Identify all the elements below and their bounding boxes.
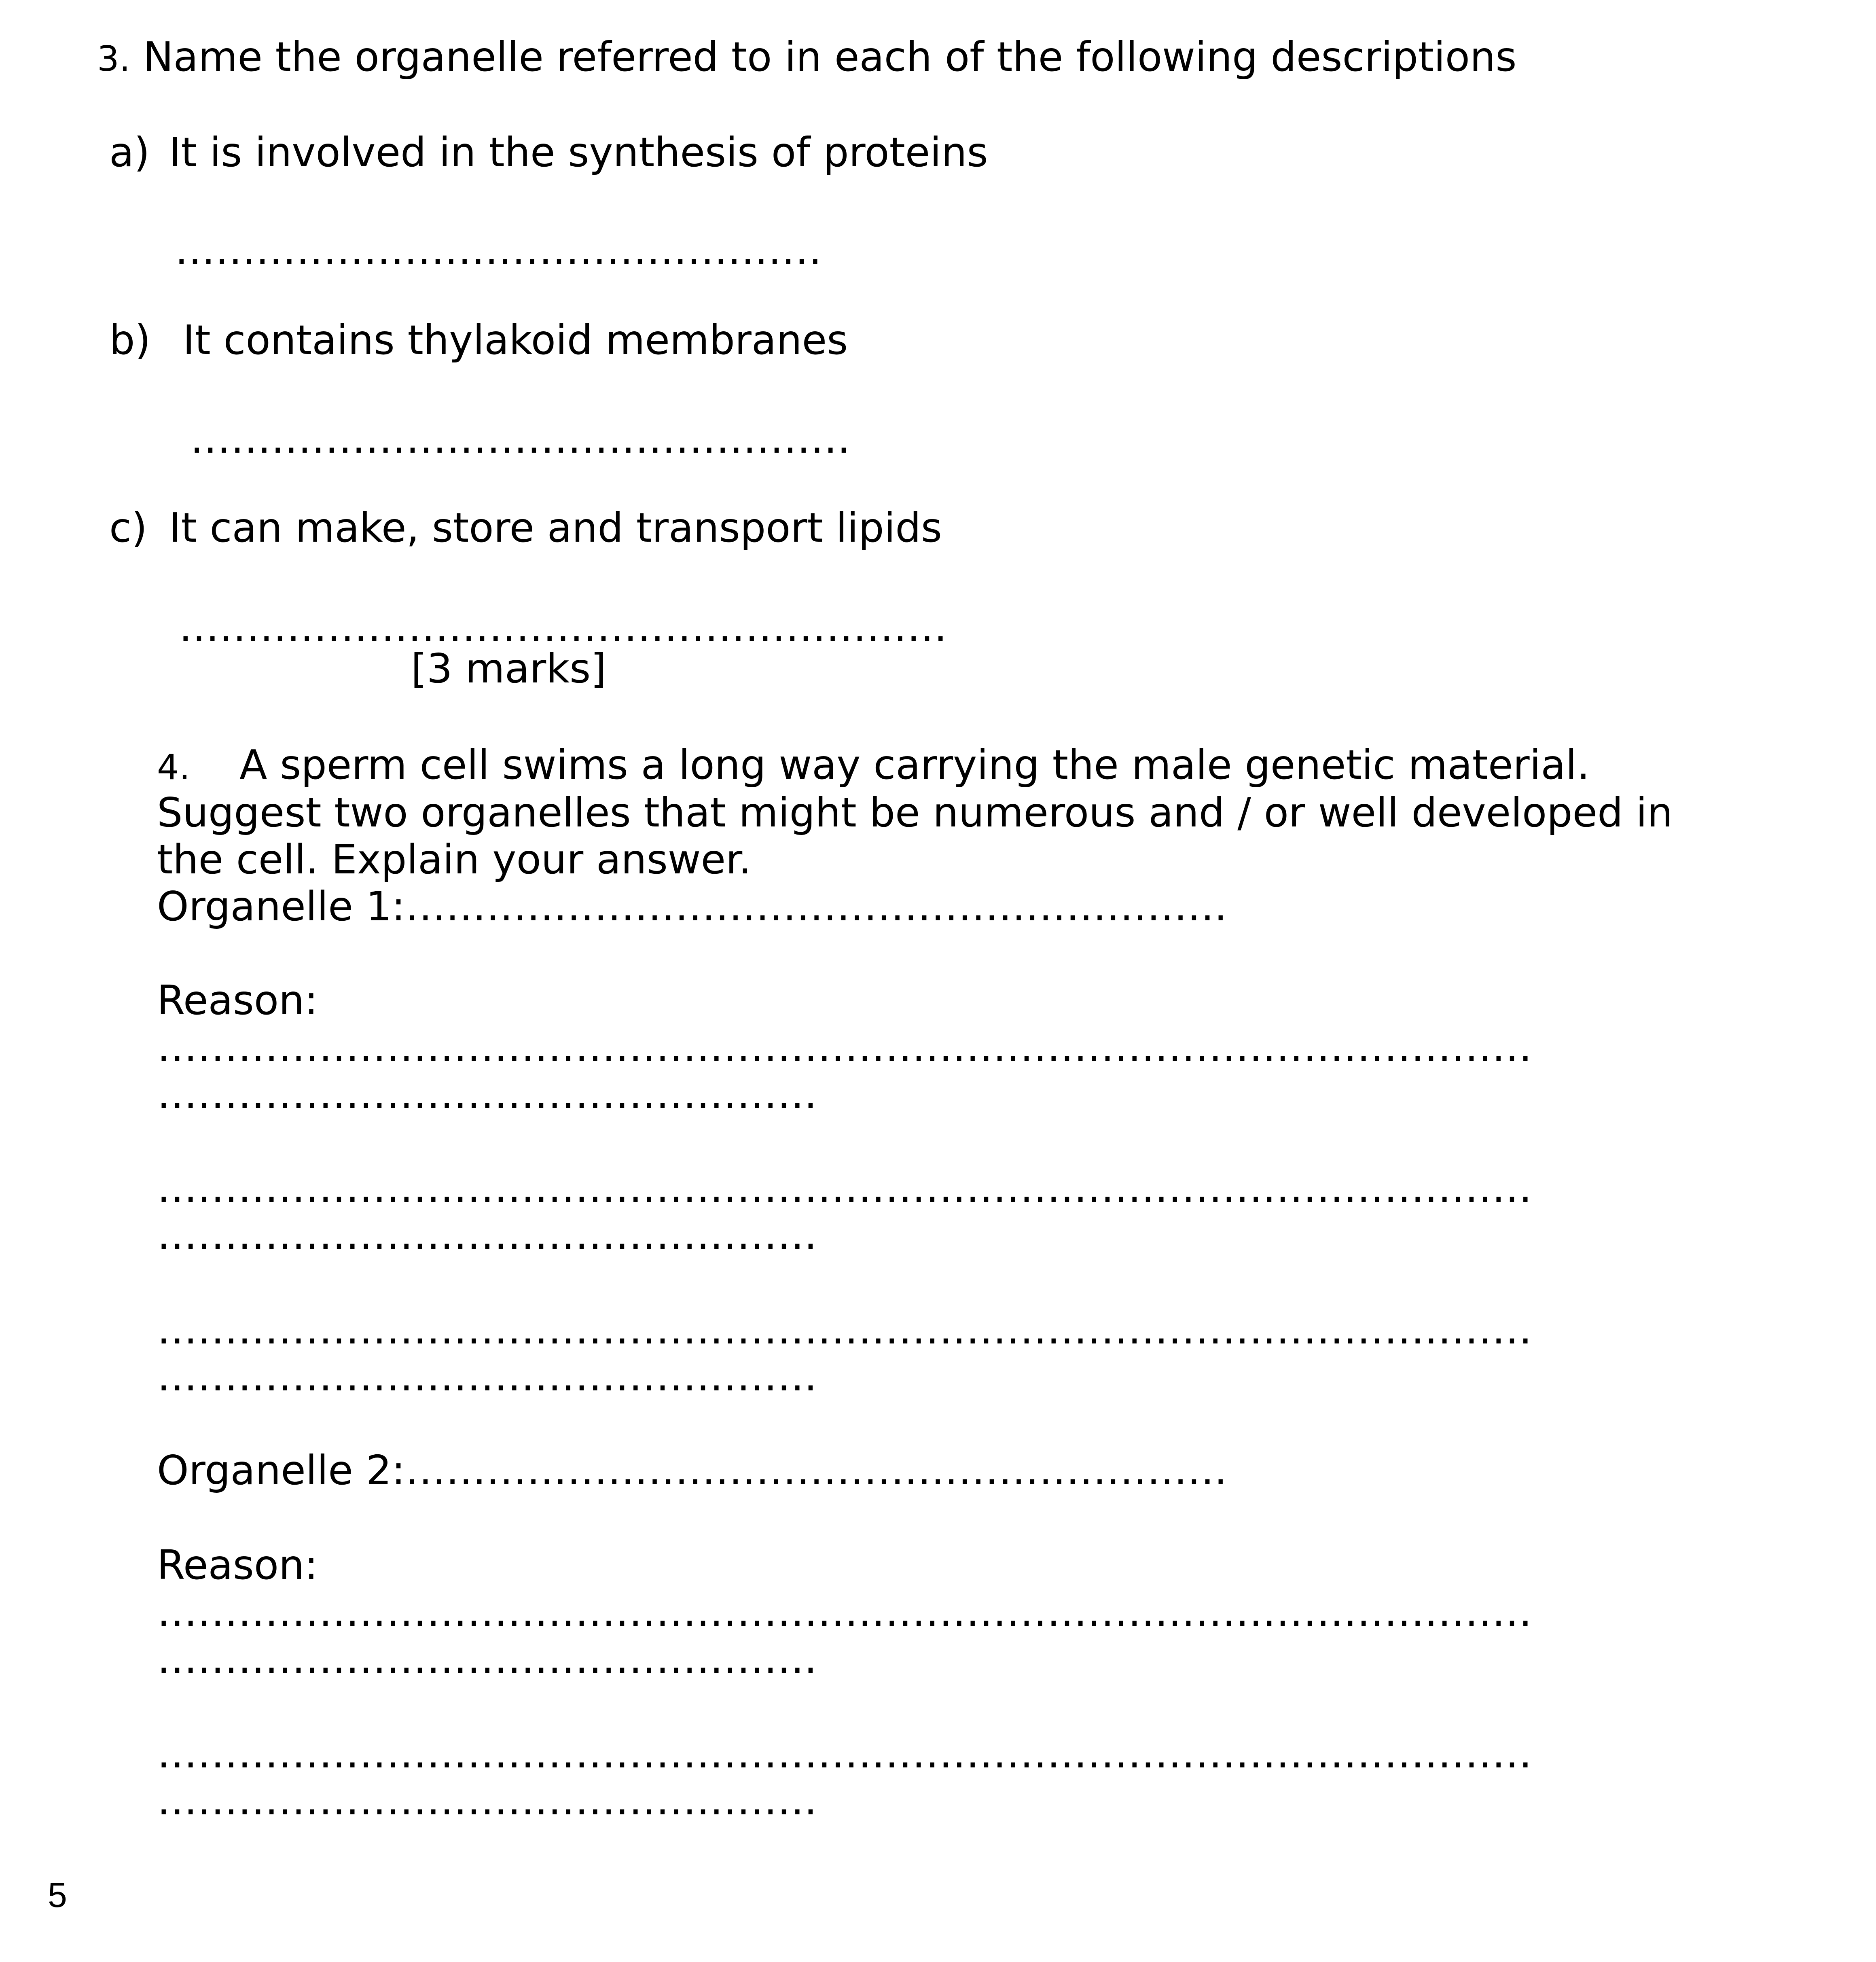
page-number: 5 [48, 1876, 67, 1915]
organelle-2-label: Organelle 2: [157, 1447, 405, 1494]
q4-prompt-line-2: Suggest two organelles that might be numerous and / or well developed in [157, 789, 1673, 836]
q3b-label: b) [109, 316, 151, 364]
reason-2-line-4[interactable]: …………………………………………. [157, 1777, 817, 1824]
reason-1-line-5[interactable]: ………………………………………………………………………………………… [157, 1306, 1532, 1353]
q3b-answer-line[interactable]: …………………………………………. [190, 415, 850, 462]
reason-1-line-3[interactable]: ………………………………………………………………………………………… [157, 1164, 1532, 1212]
reason-1-line-4[interactable]: …………………………………………. [157, 1211, 817, 1259]
reason-1-label: Reason: [157, 977, 318, 1024]
reason-1-line-2[interactable]: …………………………………………. [157, 1070, 817, 1118]
q3b-text: It contains thylakoid membranes [183, 316, 848, 364]
q3c-answer-line[interactable]: ………………………………………………… [179, 604, 947, 651]
organelle-2-row [157, 1447, 1227, 1494]
q3a-text: It is involved in the synthesis of proteins [169, 129, 988, 176]
q3-number: 3. [97, 39, 131, 79]
reason-1-line-6[interactable]: …………………………………………. [157, 1353, 817, 1400]
reason-2-line-2[interactable]: …………………………………………. [157, 1635, 817, 1682]
q3c-text: It can make, store and transport lipids [169, 504, 942, 551]
q3c-label: c) [109, 504, 147, 551]
q4-prompt-line-1: A sperm cell swims a long way carrying the male genetic material. [239, 741, 1590, 788]
q4-number: 4. [157, 747, 191, 788]
q3a-answer-line[interactable]: ………………………………………… [175, 227, 822, 274]
organelle-1-label: Organelle 1: [157, 883, 405, 930]
q3a-label: a) [109, 129, 150, 176]
reason-2-line-1[interactable]: ………………………………………………………………………………………… [157, 1588, 1532, 1636]
q3-prompt: Name the organelle referred to in each of the following descriptions [143, 33, 1517, 81]
organelle-1-row [157, 883, 1227, 930]
reason-2-label: Reason: [157, 1541, 318, 1589]
reason-2-line-3[interactable]: ………………………………………………………………………………………… [157, 1730, 1532, 1777]
q4-prompt-line-3: the cell. Explain your answer. [157, 836, 752, 883]
q3-heading [97, 33, 1516, 83]
reason-1-line-1[interactable]: ………………………………………………………………………………………… [157, 1023, 1532, 1071]
organelle-1-answer-line[interactable]: ……………………………………………………. [405, 883, 1227, 930]
q3-marks: [3 marks] [411, 645, 607, 692]
organelle-2-answer-line[interactable]: ……………………………………………………. [405, 1447, 1227, 1494]
